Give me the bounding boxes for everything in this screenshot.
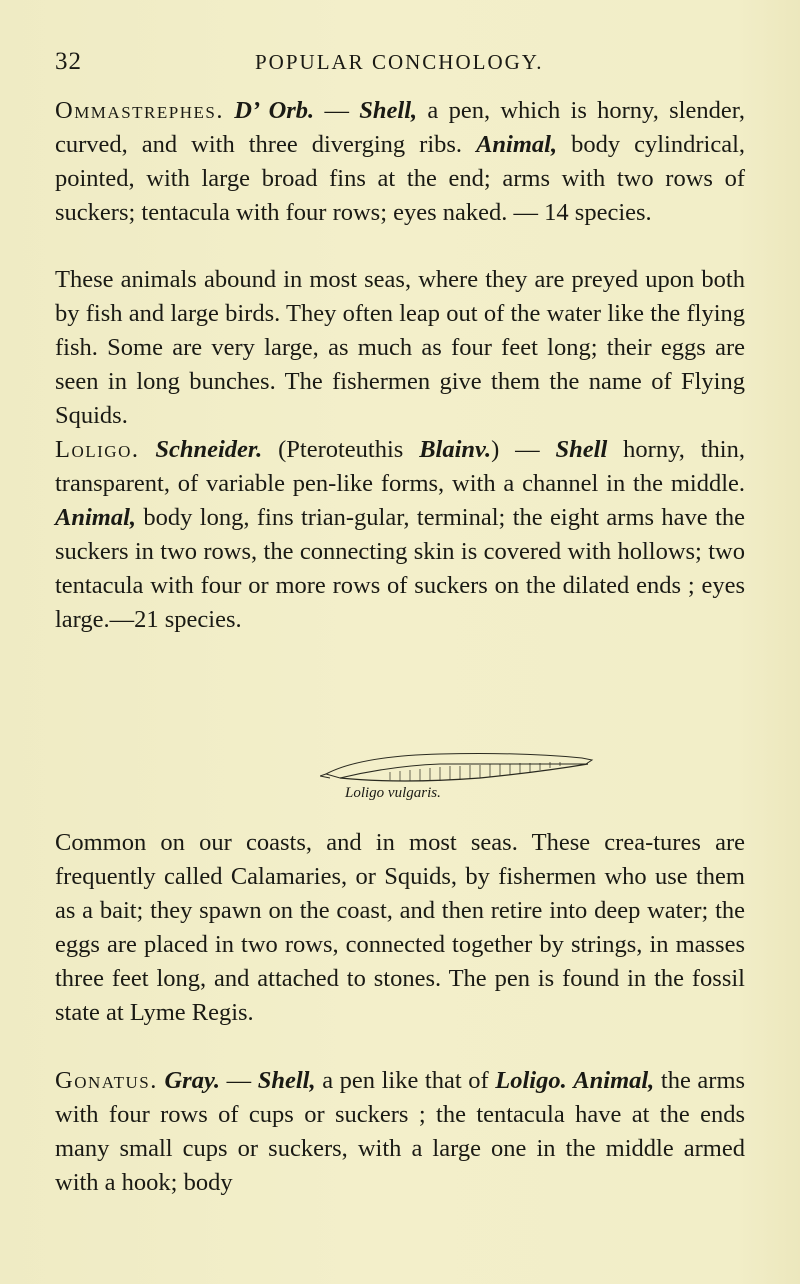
animal-label: Animal, — [55, 504, 137, 531]
paragraph-text: These animals abound in most seas, where they are preyed upon both by fish and large birds. They often leap out of the water like the flying fish. Some are very large, as much as four feet long; their eggs are seen in long bunches. The fishermen give them the name of Flying Squids. — [55, 266, 745, 429]
animal-label: Animal, — [476, 131, 558, 158]
dash: — — [220, 1067, 258, 1094]
shell-label: Shell, — [257, 1067, 316, 1094]
paragraph-ommastrephes — [55, 94, 745, 230]
animal-description: body long, fins trian-gular, terminal; the eight arms have the suckers in two rows, the connecting skin is covered with hollows; two tentacula with four or more rows of suckers on the dilated ends ; eyes large.—21 species. — [55, 504, 745, 633]
paragraph-text: Common on our coasts, and in most seas. These crea-tures are frequently called Calamaries, or Squids, by fishermen who use them as a bait; they spawn on the coast, and then retire into deep water; the eggs are placed in two rows, connected together by strings, in masses three feet long, and attached to stones. The pen is found in the fossil state at Lyme Regis. — [55, 829, 745, 1026]
authority: Gray. — [164, 1067, 221, 1094]
page-number: 32 — [55, 48, 82, 75]
animal-description: the arms with four rows of cups or suckers ; the tentacula have at the ends many small cups or suckers, with a large one in the middle armed with a hook; body — [55, 1067, 746, 1196]
animal-label: Animal, — [573, 1067, 655, 1094]
page-header — [55, 48, 745, 82]
dash: — — [314, 97, 360, 124]
running-title: POPULAR CONCHOLOGY. — [255, 50, 544, 74]
shell-label: Shell, — [359, 97, 418, 124]
synonym-authority: Blainv. — [419, 436, 492, 463]
paragraph-flying-squids — [55, 263, 745, 433]
shell-description: a pen like that of — [315, 1067, 496, 1094]
genus-name: Loligo. — [55, 436, 140, 463]
synonym-open: (Pteroteuthis — [262, 436, 420, 463]
paragraph-calamaries — [55, 826, 745, 1030]
paragraph-loligo — [55, 433, 745, 637]
synonym-close: ) — — [491, 436, 556, 463]
authority: D’ Orb. — [234, 97, 315, 124]
authority: Schneider. — [155, 436, 263, 463]
figure-caption: Loligo vulgaris. — [345, 785, 441, 801]
shell-label: Shell — [555, 436, 608, 463]
paragraph-gonatus — [55, 1064, 745, 1200]
shell-description: a pen, which is horny, slender, curved, and with three diverging ribs. — [55, 97, 746, 158]
animal-description: body cylindrical, pointed, with large broad fins at the end; arms with two rows of suckers; tentacula with four rows; eyes naked. — 14 species. — [55, 131, 745, 226]
shell-description: horny, thin, transparent, of variable pen-like forms, with a channel in the middle. — [55, 436, 745, 497]
genus-name: Ommastrephes. — [55, 97, 224, 124]
genus-name: Gonatus. — [55, 1067, 158, 1094]
genus-reference: Loligo. — [495, 1067, 567, 1094]
